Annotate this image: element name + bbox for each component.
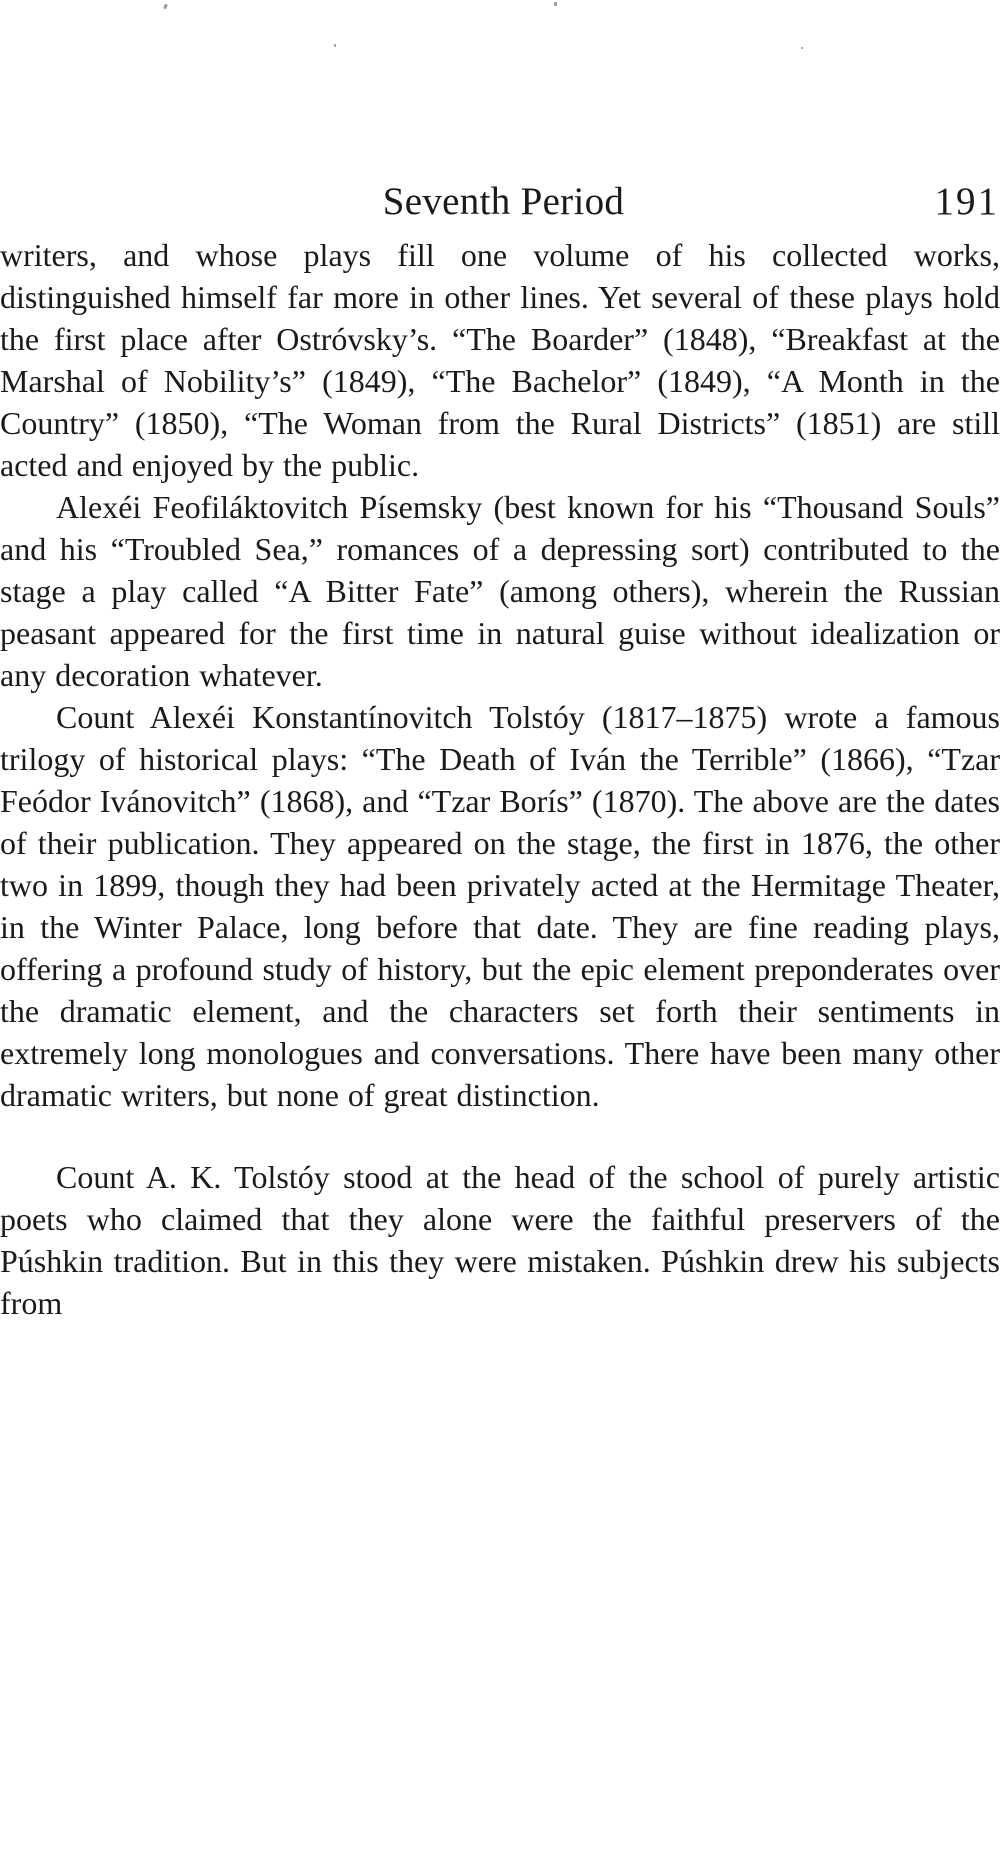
paragraph-pisemsky: Alexéi Feofiláktovitch Písemsky (best known for his “Thousand Souls” and his “Troubled Sea,” romances of a depressing sort) contributed to the stage a play called “A Bitter Fate” (among others), wherein the Russian peasant appeared for the first time in natural guise without idealization or any decoration whatever. (0, 489, 1000, 693)
scan-mark (554, 2, 557, 6)
paragraph-continued: writers, and whose plays fill one volume of his collected works, distinguished himself far more in other lines. Yet several of these plays hold the first place after Ostróvsky’s. “The Boarder” (1848), “Breakfast at the Marshal of Nobility’s” (1849), “The Bachelor” (1849), “A Month in the Country” (1850), “The Woman from the Rural Districts” (1851) are still acted and enjoyed by the public. (0, 237, 1000, 483)
paragraph-tolstoy-poets: Count A. K. Tolstóy stood at the head of the school of purely artistic poets who claimed that they alone were the faithful preservers of the Púshkin tradition. But in this they were mistaken. Púshkin drew his subjects from (0, 1159, 1000, 1321)
scan-mark (163, 4, 168, 10)
page-header (0, 176, 1007, 228)
page-number: 191 (934, 180, 999, 223)
scan-mark (801, 47, 803, 49)
scan-mark (334, 44, 336, 47)
running-title: Seventh Period (382, 180, 625, 223)
body-text (0, 234, 1000, 1324)
paragraph-tolstoy-plays: Count Alexéi Konstantínovitch Tolstóy (1817–1875) wrote a famous trilogy of historical plays: “The Death of Iván the Terrible” (1866), “Tzar Feódor Ivánovitch” (1868), and “Tzar Borís” (1870). The above are the dates of their publication. They appeared on the stage, the first in 1876, the other two in 1899, though they had been privately acted at the Hermitage Theater, in the Winter Palace, long before that date. They are fine reading plays, offering a profound study of history, but the epic element preponderates over the dramatic element, and the characters set forth their sentiments in extremely long monologues and conversations. There have been many other dramatic writers, but none of great distinction. (0, 699, 1000, 1113)
